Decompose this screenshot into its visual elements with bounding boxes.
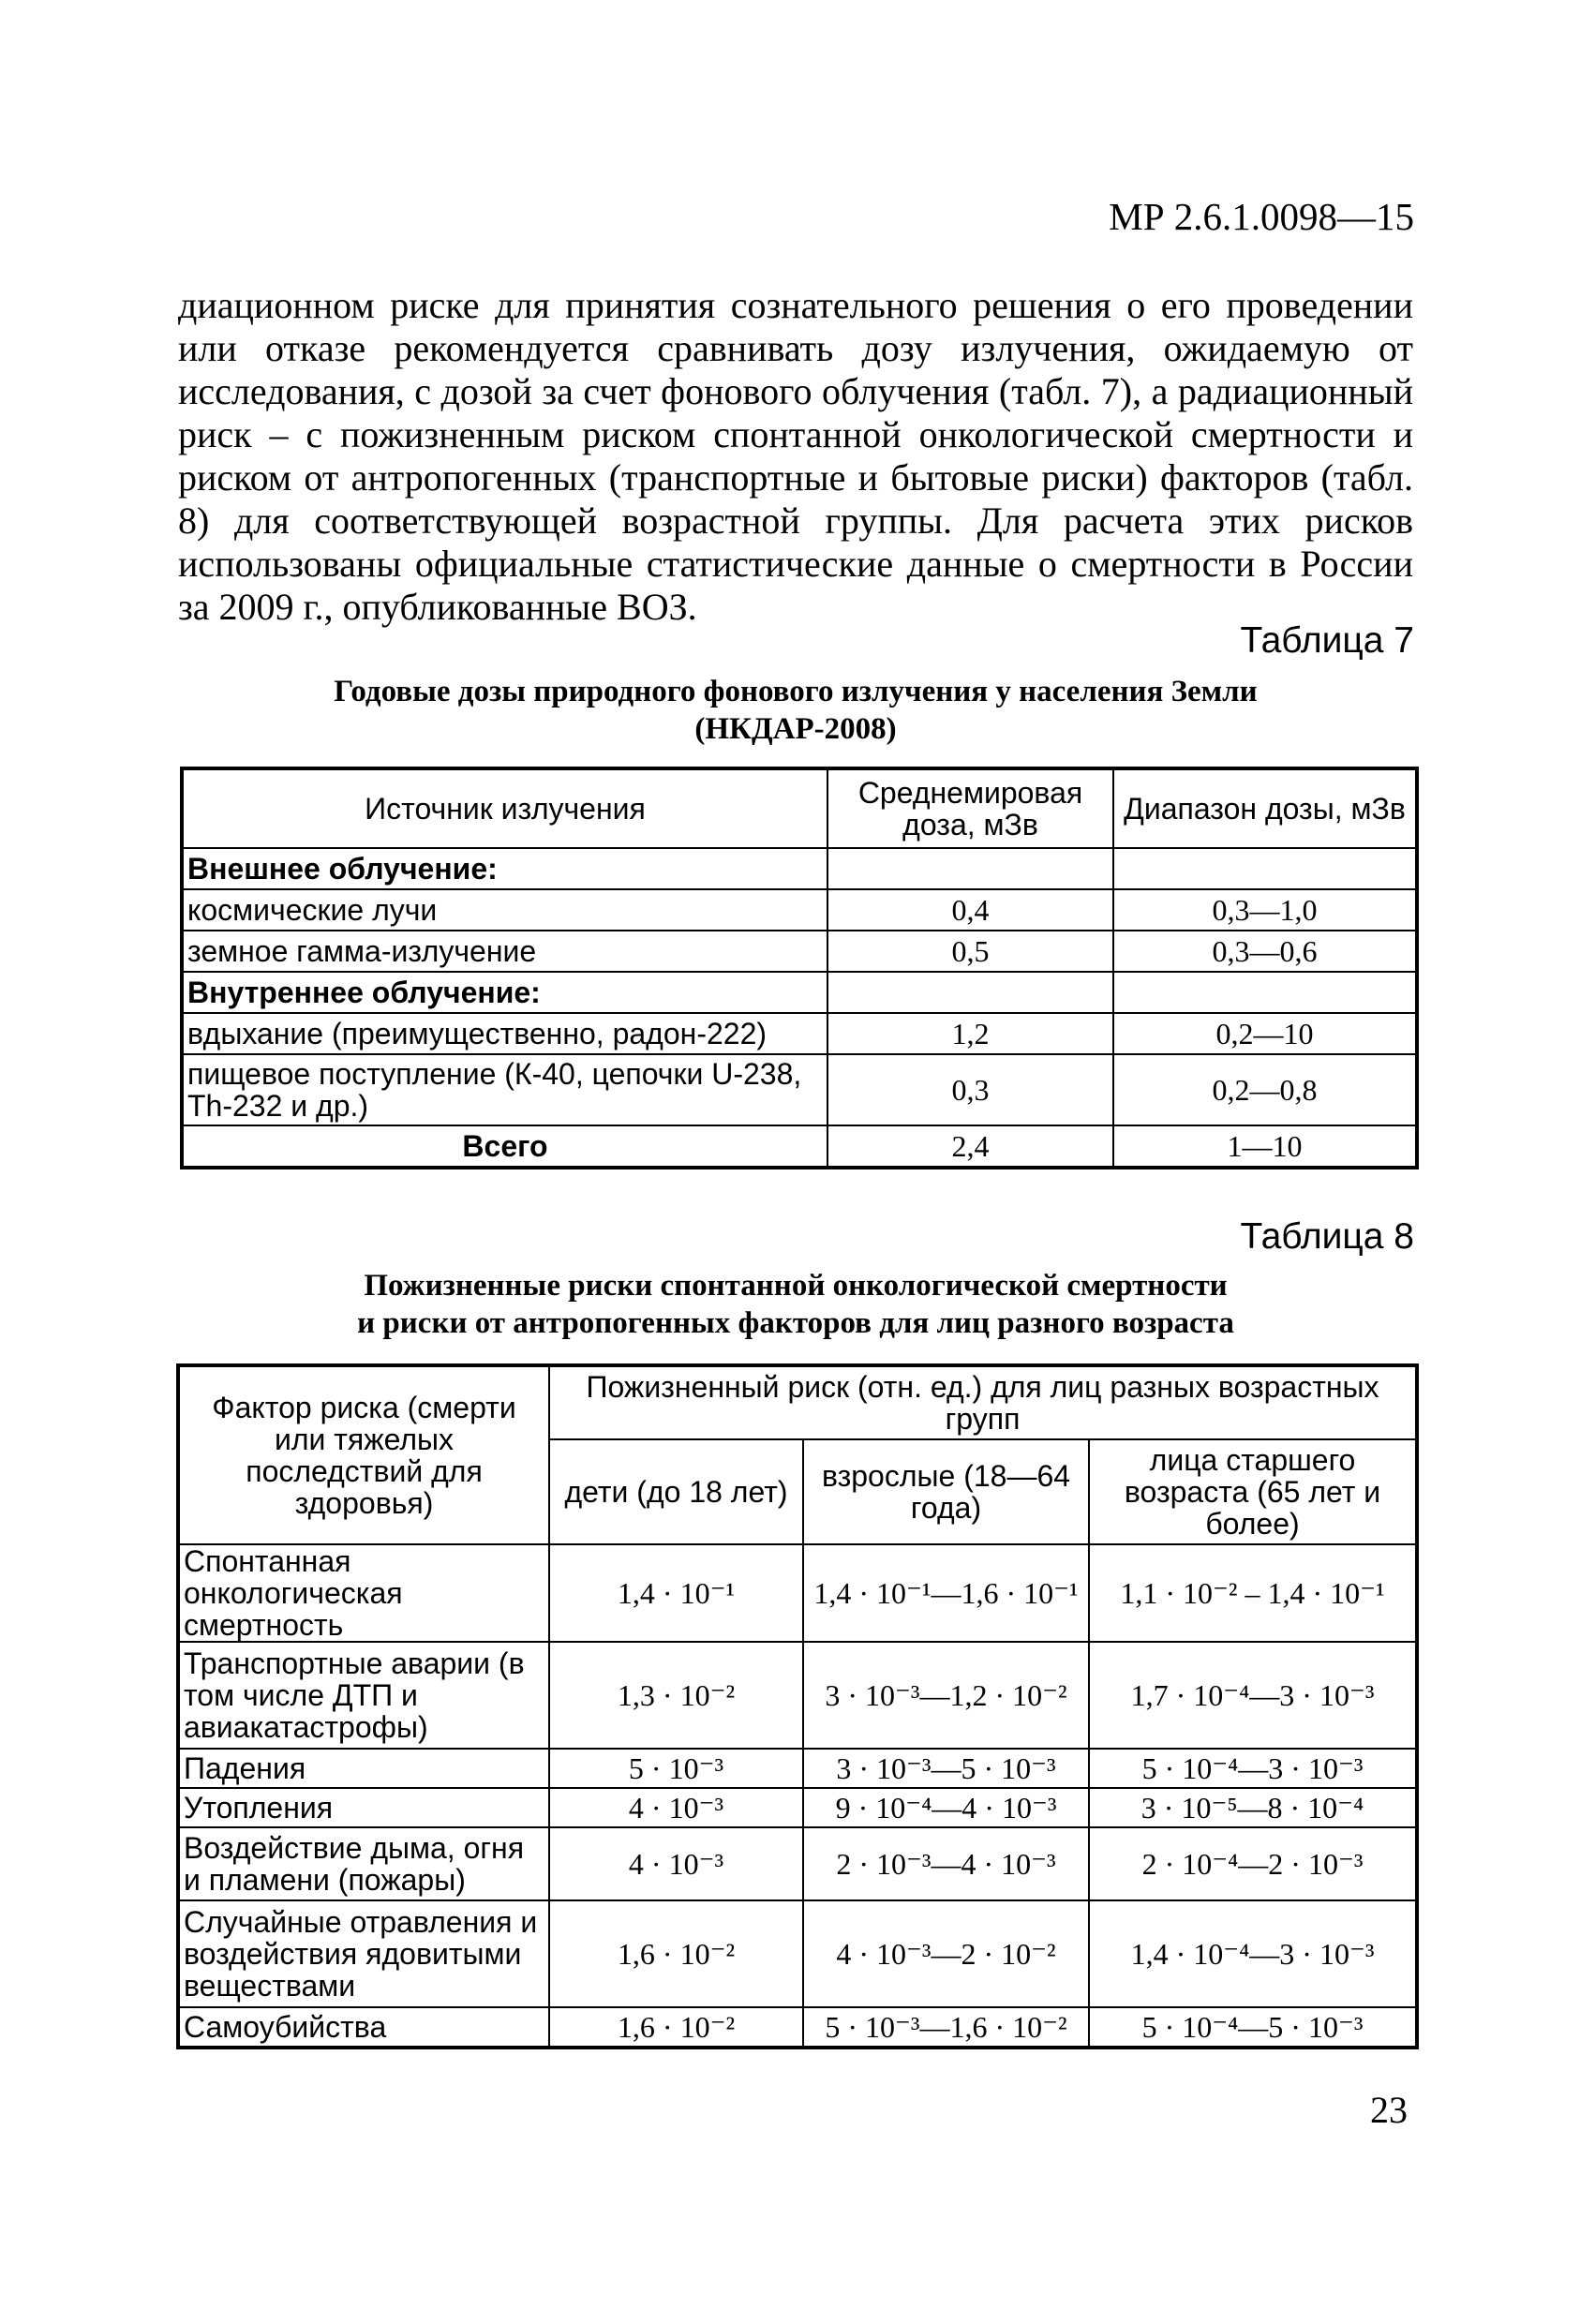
table8-row <box>178 1827 1417 1900</box>
table8-cell-children: 5 · 10⁻³ <box>549 1749 803 1788</box>
table8-header-adults: взрослые (18—64 года) <box>803 1439 1089 1544</box>
table7-cell-source: Внутреннее облучение: <box>182 972 827 1013</box>
table7-cell-range <box>1113 848 1417 889</box>
table8-header-group: Пожизненный риск (отн. ед.) для лиц разных возрастных групп <box>549 1365 1417 1439</box>
table8-cell-factor: Падения <box>178 1749 549 1788</box>
table8-cell-elderly: 1,4 · 10⁻⁴—3 · 10⁻³ <box>1089 1900 1417 2007</box>
table7-cell-avg: 2,4 <box>827 1125 1113 1168</box>
table7-row <box>182 1054 1417 1125</box>
table8-header-elderly: лица старшего возраста (65 лет и более) <box>1089 1439 1417 1544</box>
table8-row <box>178 2007 1417 2048</box>
table7-cell-source: Внешнее облучение: <box>182 848 827 889</box>
table8-cell-elderly: 3 · 10⁻⁵—8 · 10⁻⁴ <box>1089 1788 1417 1827</box>
table8-cell-children: 1,4 · 10⁻¹ <box>549 1544 803 1642</box>
table8-cell-adults: 9 · 10⁻⁴—4 · 10⁻³ <box>803 1788 1089 1827</box>
table7-cell-range: 0,3—1,0 <box>1113 889 1417 931</box>
table8-cell-adults: 3 · 10⁻³—1,2 · 10⁻² <box>803 1642 1089 1749</box>
table7 <box>180 767 1419 1169</box>
table7-row <box>182 1013 1417 1054</box>
table7-cell-avg <box>827 972 1113 1013</box>
table7-cell-range: 0,3—0,6 <box>1113 931 1417 972</box>
table7-cell-avg: 0,5 <box>827 931 1113 972</box>
table8-cell-elderly: 1,1 · 10⁻² – 1,4 · 10⁻¹ <box>1089 1544 1417 1642</box>
table8-header-children: дети (до 18 лет) <box>549 1439 803 1544</box>
table8-cell-children: 1,3 · 10⁻² <box>549 1642 803 1749</box>
table8-cell-adults: 5 · 10⁻³—1,6 · 10⁻² <box>803 2007 1089 2048</box>
table8-cell-elderly: 5 · 10⁻⁴—3 · 10⁻³ <box>1089 1749 1417 1788</box>
table7-title <box>178 673 1413 748</box>
table7-row <box>182 1125 1417 1168</box>
table7-row <box>182 848 1417 889</box>
table7-cell-range <box>1113 972 1417 1013</box>
table8-title-line2: и риски от антропогенных факторов для лиц разного возраста <box>357 1306 1234 1340</box>
table8-row <box>178 1544 1417 1642</box>
table8-cell-children: 1,6 · 10⁻² <box>549 1900 803 2007</box>
table8-header-factor: Фактор риска (смерти или тяжелых последствий для здоровья) <box>178 1365 549 1544</box>
table7-row <box>182 931 1417 972</box>
body-paragraph: диационном риске для принятия сознательного решения о его проведении или отказе рекомендуется сравнивать дозу излучения, ожидаемую от исследования, с дозой за счет фонового облучения (табл. 7), а радиационный риск – с пожизненным риском спонтанной онкологической смертности и риском от антропогенных (транспортные и бытовые риски) факторов (табл. 8) для соответствующей возрастной группы. Для расчета этих рисков использованы официальные статистические данные о смертности в России за 2009 г., опубликованные ВОЗ. <box>178 284 1413 628</box>
table8 <box>176 1363 1419 2049</box>
table8-row <box>178 1642 1417 1749</box>
table8-cell-factor: Утопления <box>178 1788 549 1827</box>
table7-cell-range: 0,2—10 <box>1113 1013 1417 1054</box>
table7-cell-range: 1—10 <box>1113 1125 1417 1168</box>
table8-cell-adults: 2 · 10⁻³—4 · 10⁻³ <box>803 1827 1089 1900</box>
table8-row <box>178 1900 1417 2007</box>
table7-cell-source: Всего <box>182 1125 827 1168</box>
table7-row <box>182 889 1417 931</box>
table8-cell-adults: 1,4 · 10⁻¹—1,6 · 10⁻¹ <box>803 1544 1089 1642</box>
table8-cell-children: 4 · 10⁻³ <box>549 1788 803 1827</box>
table7-title-line2: (НКДАР-2008) <box>694 712 897 746</box>
table8-cell-elderly: 5 · 10⁻⁴—5 · 10⁻³ <box>1089 2007 1417 2048</box>
table8-cell-factor: Самоубийства <box>178 2007 549 2048</box>
table7-cell-range: 0,2—0,8 <box>1113 1054 1417 1125</box>
table8-cell-children: 4 · 10⁻³ <box>549 1827 803 1900</box>
table8-row <box>178 1788 1417 1827</box>
table8-cell-factor: Транспортные аварии (в том числе ДТП и авиакатастрофы) <box>178 1642 549 1749</box>
document-code: МР 2.6.1.0098—15 <box>1109 195 1414 238</box>
table8-cell-factor: Спонтанная онкологическая смертность <box>178 1544 549 1642</box>
table8-cell-adults: 3 · 10⁻³—5 · 10⁻³ <box>803 1749 1089 1788</box>
table8-cell-factor: Случайные отравления и воздействия ядовитыми веществами <box>178 1900 549 2007</box>
table7-row <box>182 972 1417 1013</box>
table8-title <box>178 1267 1413 1342</box>
table8-title-line1: Пожизненные риски спонтанной онкологической смертности <box>364 1269 1228 1303</box>
table7-cell-source: земное гамма-излучение <box>182 931 827 972</box>
table7-title-line1: Годовые дозы природного фонового излучения у населения Земли <box>334 675 1258 708</box>
table7-cell-source: пищевое поступление (К-40, цепочки U-238, Th-232 и др.) <box>182 1054 827 1125</box>
table8-cell-adults: 4 · 10⁻³—2 · 10⁻² <box>803 1900 1089 2007</box>
table7-header-avg: Среднемировая доза, мЗв <box>827 768 1113 848</box>
table7-header-source: Источник излучения <box>182 768 827 848</box>
table7-cell-avg: 0,4 <box>827 889 1113 931</box>
table7-cell-avg: 0,3 <box>827 1054 1113 1125</box>
table7-cell-source: космические лучи <box>182 889 827 931</box>
table8-label: Таблица 8 <box>1240 1216 1414 1257</box>
table7-header-range: Диапазон дозы, мЗв <box>1113 768 1417 848</box>
table8-cell-factor: Воздействие дыма, огня и пламени (пожары) <box>178 1827 549 1900</box>
table8-cell-elderly: 1,7 · 10⁻⁴—3 · 10⁻³ <box>1089 1642 1417 1749</box>
table7-cell-avg: 1,2 <box>827 1013 1113 1054</box>
table8-cell-elderly: 2 · 10⁻⁴—2 · 10⁻³ <box>1089 1827 1417 1900</box>
table7-cell-avg <box>827 848 1113 889</box>
table7-cell-source: вдыхание (преимущественно, радон-222) <box>182 1013 827 1054</box>
table8-row <box>178 1749 1417 1788</box>
table7-label: Таблица 7 <box>1240 620 1414 661</box>
table8-cell-children: 1,6 · 10⁻² <box>549 2007 803 2048</box>
page-number: 23 <box>1370 2089 1408 2131</box>
